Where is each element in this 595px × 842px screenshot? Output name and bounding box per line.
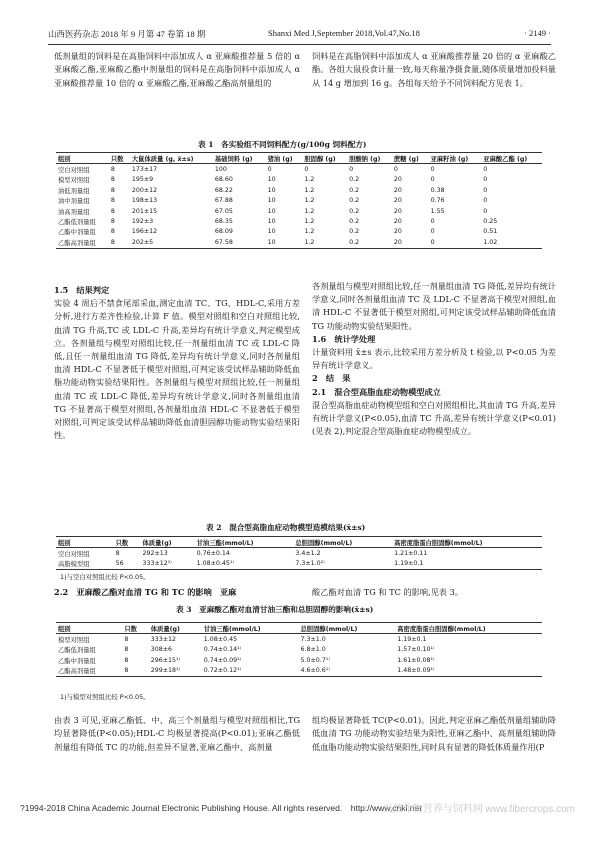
table3-header-cell: 体质量(g): [149, 623, 202, 634]
table1-cell: 200±12: [131, 186, 158, 194]
section22-text: 酸乙酯对血清 TG 和 TC 的影响,见表 3。: [312, 587, 463, 597]
table2-cell: 空白对照组: [58, 551, 90, 559]
table1-cell: 0.2: [349, 207, 360, 215]
table3-cell: 4.6±0.6¹⁾: [300, 667, 330, 675]
table3-header-cell: 甘油三酯(mmol/L): [202, 623, 299, 634]
table1-cell: 0: [483, 166, 488, 174]
table1-cell: 195±9: [131, 176, 154, 184]
table1-cell: 10: [267, 218, 276, 226]
table3-cell: 8: [124, 656, 129, 664]
table3-cell: 乙酯低剂量组: [58, 647, 96, 655]
table2-header-cell: 体质量(g): [140, 537, 194, 548]
table1-cell: 0: [430, 176, 435, 184]
table1-cell: 8: [110, 166, 115, 174]
table1-cell: 油高剂量组: [58, 208, 90, 216]
table1-header-cell: 基础饲料 (g): [213, 153, 266, 164]
table3-cell: 296±15¹⁾: [150, 656, 181, 664]
table1-cell: 0.2: [349, 176, 360, 184]
table2-cell: 3.4±1.2: [295, 550, 321, 558]
table2-footnote: 1)与空白对照组比较 P<0.05。: [60, 573, 150, 581]
running-header: [48, 28, 551, 42]
table1-header-cell: 组别: [56, 153, 109, 164]
table1-header-cell: 胆固醇 (g): [302, 153, 347, 164]
table1-cell: 1.2: [304, 238, 315, 246]
table2-cell: 333±12¹⁾: [142, 560, 172, 568]
table1-row: [56, 237, 542, 248]
table1-cell: 油中剂量组: [58, 198, 90, 206]
table1-cell: 196±12: [131, 228, 158, 236]
table1-cell: 201±15: [131, 207, 158, 215]
table2-cell: 7.3±1.0²⁾: [295, 560, 325, 568]
table1-cell: 20: [393, 186, 402, 194]
paragraph: 各剂量组与模型对照组比较,任一剂量组血清 TG 降低,差异均有统计学意义,同时各剂量组血清 TC 及 LDL-C 不显著高于模型对照组,血清 HDL-C 不显著低于模型对照组,可判定该受试样品辅助降低血清 TG 功能动物实验结果阳性。: [312, 281, 556, 331]
watermark: 天然作物营养与饲料网 www.fibercrops.com: [382, 804, 575, 815]
table2-cell: 0.76±0.14: [196, 550, 230, 558]
table3-cell: 7.3±1.0: [300, 636, 326, 644]
intro-right-text: 饲料是在高脂饲料中添加成人 α 亚麻酸推荐量 20 倍的 α 亚麻酸乙酯。各组大鼠投食计量一致,每天称量净摄食量,随体质量增加投料量从 14 g 增加到 16 g。各组每天给予不同饲料配方见表 1。: [312, 51, 556, 88]
table3-row: [56, 666, 542, 677]
copyright-footer: ?1994-2018 China Academic Journal Electronic Publishing House. All rights reserved. http://www.cnki.net: [20, 803, 422, 813]
body-left-column: [54, 284, 300, 442]
journal-citation: Shanxi Med J,September 2018,Vol.47,No.18: [268, 28, 420, 38]
table2-cell: 8: [115, 550, 120, 558]
table2-caption: 表 2 混合型高脂血症动物模型造模结果(x̄±s): [206, 523, 366, 532]
table1-cell: 空白对照组: [58, 167, 90, 175]
table1-cell: 20: [393, 238, 402, 246]
table2-cell: 1.19±0.1: [394, 560, 424, 568]
bottom-left-column: [54, 714, 300, 754]
table1-cell: 0.25: [483, 218, 498, 226]
table3-cell: 0.74±0.14¹⁾: [203, 646, 242, 654]
table1: [56, 152, 542, 249]
table2-header-cell: 甘油三酯(mmol/L): [195, 537, 294, 548]
table1-cell: 0.2: [349, 218, 360, 226]
table1-cell: 192±3: [131, 218, 154, 226]
table1-cell: 1.55: [430, 207, 445, 215]
intro-left-column: [54, 50, 300, 90]
table1-row: [56, 175, 542, 185]
table3-cell: 1.48±0.09¹⁾: [397, 667, 435, 675]
table2-cell: 56: [115, 560, 124, 568]
table1-cell: 67.88: [214, 197, 233, 205]
table1-cell: 1.2: [304, 207, 315, 215]
table2-header-cell: 组别: [56, 537, 114, 548]
section22-left: [54, 586, 300, 599]
table1-row: [56, 216, 542, 226]
bottom-left-text: 由表 3 可见,亚麻乙酯低、中、高三个剂量组与模型对照组相比,TG 均显著降低(P<0.05);HDL-C 均极显著提高(P<0.01);亚麻乙酯低剂量组有降低 TC 的功能,但差异不显著,亚麻乙酯中、高剂量: [54, 715, 300, 752]
bottom-right-text: 组均极显著降低 TC(P<0.01)。因此,判定亚麻乙酯低剂量组辅助降低血清 TG 功能动物实验结果为阳性,亚麻乙酯中、高剂量组辅助降低血脂功能动物实验结果阳性,同时具有显著的降低体质量作用(P: [312, 715, 556, 752]
table1-cell: 100: [214, 166, 227, 174]
table1-cell: 8: [110, 207, 115, 215]
table1-cell: 20: [393, 197, 402, 205]
table1-cell: 1.02: [483, 238, 498, 246]
table2-cell: 高脂模型组: [58, 561, 90, 569]
table2-header-cell: 只数: [114, 537, 141, 548]
table1-cell: 68.35: [214, 218, 233, 226]
table1-cell: 0: [483, 207, 488, 215]
section-heading: 1.5 结果判定: [54, 285, 110, 295]
table3-cell: 1.61±0.08¹⁾: [397, 656, 435, 664]
journal-name: 山西医药杂志 2018 年 9 月第 47 卷第 18 期: [48, 29, 206, 39]
table1-cell: 8: [110, 197, 115, 205]
table1-cell: 8: [110, 228, 115, 236]
table1-cell: 0: [483, 197, 488, 205]
table1-cell: 67.58: [214, 238, 233, 246]
table2-cell: 1.21±0.11: [394, 550, 428, 558]
table3-cell: 1.08±0.45: [203, 636, 238, 644]
paragraph: 混合型高脂血症动物模型组和空白对照组相比,其血清 TG 升高,差异有统计学意义(P<0.05),血清 TC 升高,差异有统计学意义(P<0.01)(见表 2),判定混合型高脂血症动物模型成立。: [312, 399, 556, 437]
table1-cell: 0.76: [430, 197, 445, 205]
table1-cell: 20: [393, 218, 402, 226]
table1-cell: 8: [110, 176, 115, 184]
table1-cell: 198±13: [131, 197, 158, 205]
table3-header-cell: 高密度脂蛋白胆固醇(mmol/L): [395, 623, 542, 634]
table1-header-cell: 大鼠体质量 (g, x̄±s): [130, 153, 213, 164]
table1-cell: 20: [393, 228, 402, 236]
table1-cell: 0: [483, 186, 488, 194]
table1-caption: 表 1 各实验组不同饲料配方(g/100g 饲料配方): [198, 140, 367, 149]
section22-right: [312, 586, 556, 599]
table1-cell: 0.38: [430, 186, 445, 194]
table1-cell: 0: [430, 166, 435, 174]
table1-cell: 模型对照组: [58, 177, 90, 185]
table1-row: [56, 227, 542, 237]
table2-header-cell: 总胆固醇(mmol/L): [293, 537, 392, 548]
table3-footnote: 1)与模型对照组比较 P<0.05。: [60, 693, 150, 701]
section-heading: 1.6 统计学处理: [312, 333, 376, 344]
table1-cell: 20: [393, 207, 402, 215]
body-right-column: [312, 280, 556, 438]
section-heading: 2 结 果: [312, 373, 351, 384]
table1-cell: 10: [267, 197, 276, 205]
intro-left-text: 低剂量组的饲料是在高脂饲料中添加成人 α 亚麻酸推荐量 5 倍的 α 亚麻酸乙酯,亚麻酸乙酯中剂量组的饲料是在高脂饲料中添加成人 α 亚麻酸推荐量 10 倍的 α 亚麻酸乙酯,亚麻酸乙酯高剂量组的: [54, 51, 300, 88]
table1-cell: 0.2: [349, 228, 360, 236]
bottom-right-column: [312, 714, 556, 754]
table1-cell: 10: [267, 207, 276, 215]
table2-header-cell: 高密度脂蛋白胆固醇(mmol/L): [392, 537, 542, 548]
table3-row: [56, 634, 542, 645]
table1-cell: 0: [349, 166, 354, 174]
table1-header-cell: 只数: [109, 153, 130, 164]
table3-caption: 表 3 亚麻酸乙酯对血清甘油三酯和总胆固醇的影响(x̄±s): [176, 605, 374, 614]
table1-cell: 68.22: [214, 186, 233, 194]
table1-cell: 0.2: [349, 238, 360, 246]
table3-cell: 8: [124, 646, 129, 654]
table1-cell: 0.2: [349, 197, 360, 205]
table2-cell: 1.08±0.45¹⁾: [196, 560, 235, 568]
table2-row: [56, 559, 542, 570]
table1-cell: 10: [267, 176, 276, 184]
table1-header-cell: 亚麻酸乙酯 (g): [481, 153, 542, 164]
table1-cell: 202±5: [131, 238, 154, 246]
table1-cell: 乙酯低剂量组: [58, 219, 96, 227]
table1-cell: 68.09: [214, 228, 233, 236]
table1-cell: 8: [110, 186, 115, 194]
table1-header-cell: 亚麻籽油 (g): [429, 153, 482, 164]
table1-cell: 20: [393, 176, 402, 184]
table3-cell: 1.57±0.10¹⁾: [397, 646, 435, 654]
table3-row: [56, 655, 542, 665]
intro-right-column: [312, 50, 556, 90]
table1-cell: 1.2: [304, 228, 315, 236]
table1-cell: 0: [267, 166, 272, 174]
table1-cell: 1.2: [304, 176, 315, 184]
table1-cell: 0: [304, 166, 309, 174]
table3-header-cell: 总胆固醇(mmol/L): [299, 623, 396, 634]
table3-cell: 乙酯高剂量组: [58, 668, 96, 676]
table3-cell: 乙酯中剂量组: [58, 657, 96, 665]
table1-cell: 0: [483, 176, 488, 184]
table1-row: [56, 206, 542, 216]
section-heading: 2.1 混合型高脂血症动物模型成立: [312, 386, 441, 397]
table1-cell: 8: [110, 238, 115, 246]
section22-heading: 2.2 亚麻酸乙酯对血清 TG 和 TC 的影响 亚麻: [54, 587, 237, 597]
table3-header-cell: 只数: [122, 623, 148, 634]
table1-cell: 1.2: [304, 197, 315, 205]
table2-row: [56, 548, 542, 559]
table1-cell: 1.2: [304, 186, 315, 194]
table1-cell: 0.51: [483, 228, 498, 236]
table1-cell: 68.60: [214, 176, 233, 184]
table2-cell: 292±13: [142, 550, 168, 558]
table3-cell: 308±6: [150, 646, 173, 654]
table1-cell: 乙酯高剂量组: [58, 239, 96, 247]
table3-cell: 5.0±0.7¹⁾: [300, 656, 330, 664]
table3-cell: 6.8±1.0: [300, 646, 326, 654]
table3-cell: 1.19±0.1: [397, 636, 427, 644]
table3: [56, 622, 542, 677]
table3-cell: 8: [124, 636, 129, 644]
table1-cell: 油低剂量组: [58, 187, 90, 195]
table1-cell: 0: [430, 218, 435, 226]
table1-cell: 10: [267, 228, 276, 236]
paragraph: 实验 4 周后不禁食尾部采血,测定血清 TC、TG、HDL-C,采用方差分析,进行方差齐性检验,计算 F 值。模型对照组和空白对照组比较,血清 TG 升高,TC 或 LDL-C 升高,差异均有统计学意义,判定模型成立。各剂量组与模型对照组比较,任一剂量组血清 TC 或 LDL-C 降低,且任一剂量组血清 TG 降低,差异均有统计学意义,同时各剂量组血清 HDL-C 不显著低于模型对照组,可判定该受试样品辅助降低血脂功能动物实验结果阳性。各剂量组与模型对照组比较,任一剂量组血清 TC 或 LDL-C 降低,差异均有统计学意义,同时各剂量组血清 TG 不显著高于模型对照组,各剂量组血清 HDL-C 不显著低于模型对照组,可判定该受试样品辅助降低血清胆固醇功能动物实验结果阳性。: [54, 298, 300, 441]
table3-cell: 8: [124, 667, 129, 675]
table1-row: [56, 196, 542, 206]
table1-cell: 10: [267, 186, 276, 194]
table1-cell: 0: [430, 238, 435, 246]
table1-cell: 乙酯中剂量组: [58, 229, 96, 237]
table1-cell: 10: [267, 238, 276, 246]
table3-cell: 0.72±0.12¹⁾: [203, 667, 242, 675]
table1-cell: 67.05: [214, 207, 233, 215]
table1-cell: 173±17: [131, 166, 158, 174]
page-number: · 2149 ·: [524, 28, 551, 38]
table1-row: [56, 164, 542, 175]
table3-cell: 模型对照组: [58, 637, 90, 645]
paragraph: 计量资料用 x̄±s 表示,比较采用方差分析及 t 检验,以 P<0.05 为差异有统计学意义。: [312, 347, 556, 371]
table1-header-cell: 猪油 (g): [266, 153, 303, 164]
table3-row: [56, 645, 542, 655]
table3-cell: 333±12: [150, 636, 177, 644]
table1-cell: 0: [430, 228, 435, 236]
table3-cell: 0.74±0.09¹⁾: [203, 656, 242, 664]
table1-row: [56, 185, 542, 195]
table2: [56, 536, 542, 570]
table1-cell: 1.2: [304, 218, 315, 226]
table1-header-cell: 胆酸钠 (g): [347, 153, 392, 164]
header-rule: [48, 44, 551, 45]
table1-cell: 0: [393, 166, 398, 174]
table3-header-cell: 组别: [56, 623, 122, 634]
table1-cell: 0.2: [349, 186, 360, 194]
table1-header-cell: 蔗糖 (g): [392, 153, 429, 164]
table1-cell: 8: [110, 218, 115, 226]
table3-cell: 299±18¹⁾: [150, 667, 181, 675]
